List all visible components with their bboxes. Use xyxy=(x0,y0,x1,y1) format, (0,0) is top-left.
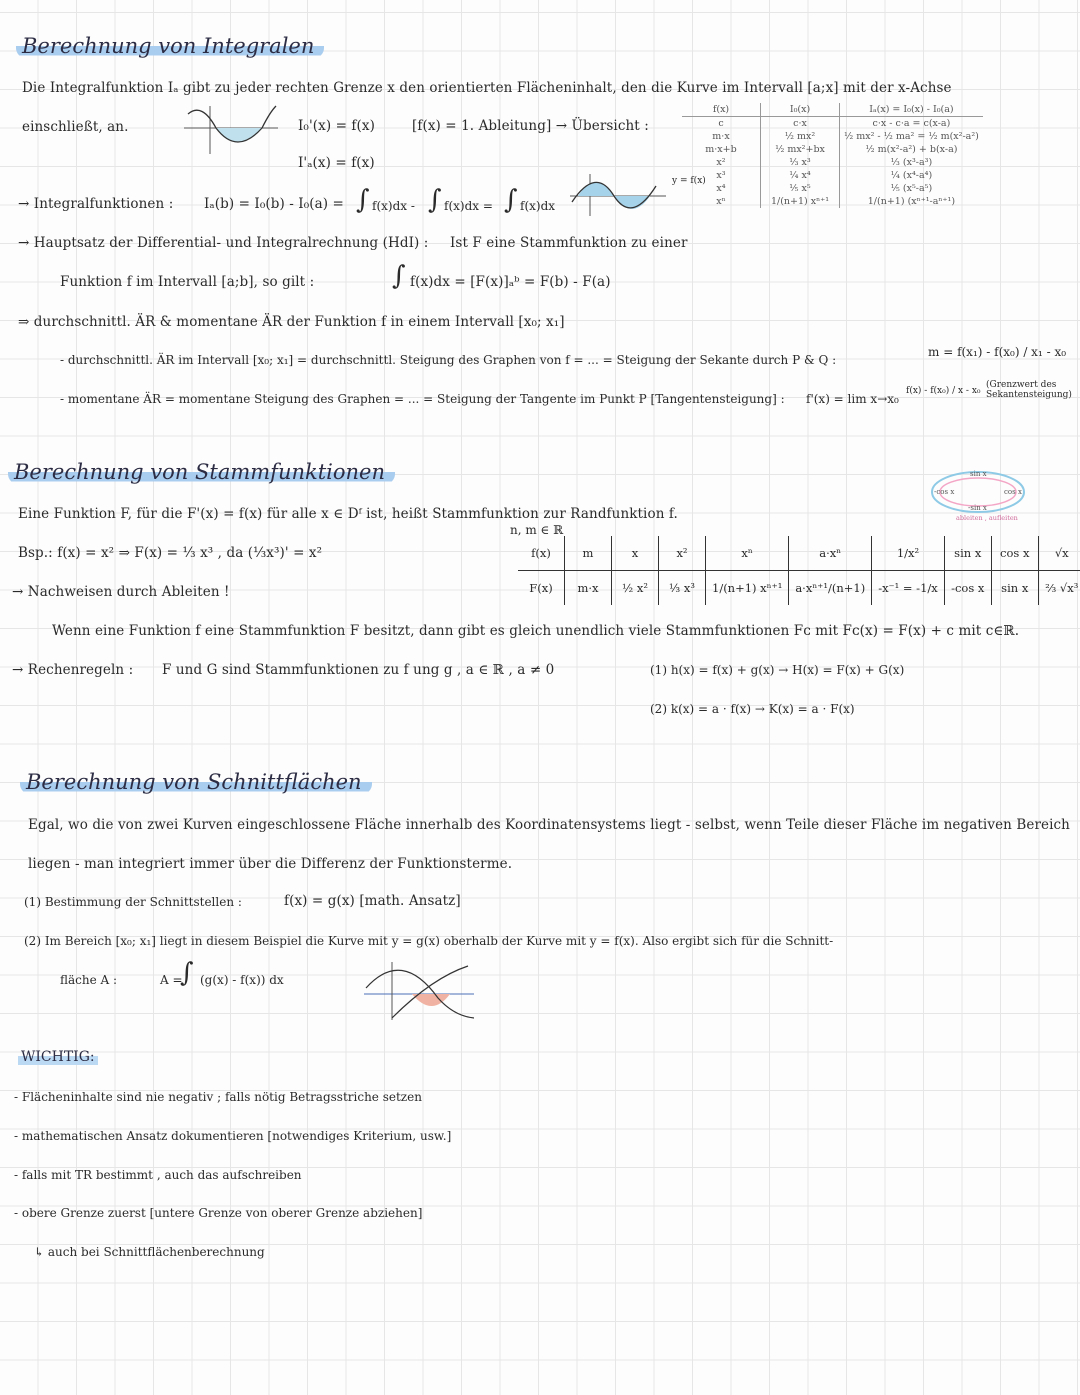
rules-label: → Rechenregeln : xyxy=(12,662,134,678)
step-1: (1) Bestimmung der Schnittstellen : xyxy=(24,895,242,909)
overview-head-ia: Iₐ(x) = I₀(x) - I₀(a) xyxy=(840,103,983,117)
overview-table xyxy=(682,103,983,208)
antiderivative-cell-f: xⁿ xyxy=(706,536,789,571)
antiderivative-cell-F: a·xⁿ⁺¹/(n+1) xyxy=(789,571,872,606)
overview-cell: ⅓ (x³-a³) xyxy=(890,157,933,168)
integral-sign: ∫ xyxy=(356,185,370,215)
integral-part-2: f(x)dx = xyxy=(444,199,493,213)
overview-cell: x⁴ xyxy=(682,182,761,195)
antiderivative-cell-f: cos x xyxy=(991,536,1038,571)
hdi-label: → Hauptsatz der Differential- und Integralrechnung (HdI) : xyxy=(18,235,429,251)
antiderivative-row-f xyxy=(518,536,1080,571)
intersection-area-graph xyxy=(362,958,478,1024)
antiderivative-cell-f: a·xⁿ xyxy=(789,536,872,571)
derivative-ia: I'ₐ(x) = f(x) xyxy=(298,155,375,171)
cycle-right: cos x xyxy=(1004,488,1022,496)
derivative-note: [f(x) = 1. Ableitung] → Übersicht : xyxy=(412,118,649,134)
cycle-bottom: -sin x xyxy=(968,504,987,512)
cycle-left: -cos x xyxy=(934,488,955,496)
important-label: WICHTIG: xyxy=(18,1049,98,1065)
step-1-formula: f(x) = g(x) [math. Ansatz] xyxy=(284,893,461,909)
derivative-cycle-diagram xyxy=(926,466,1032,522)
overview-cell: ½ m(x²-a²) + b(x-a) xyxy=(865,144,958,155)
integral-sketch-graph xyxy=(182,104,282,156)
overview-cell: x³ xyxy=(682,169,761,182)
overview-cell: xⁿ xyxy=(682,195,761,208)
heading-antiderivatives: Berechnung von Stammfunktionen xyxy=(8,460,395,484)
antiderivative-cell-f: x xyxy=(612,536,659,571)
ar-momentary: - momentane ÄR = momentane Steigung des Graphen = ... = Steigung der Tangente im Punkt P [Tangentensteigung] : xyxy=(60,392,785,406)
antiderivative-cell-F: m·x xyxy=(565,571,612,606)
overview-row xyxy=(682,117,983,131)
ar-average-formula: m = f(x₁) - f(x₀) / x₁ - x₀ xyxy=(928,345,1067,359)
overview-cell: c·x - c·a = c(x-a) xyxy=(872,118,951,129)
intersection-paragraph-1: Egal, wo die von zwei Kurven eingeschlossene Fläche innerhalb des Koordinatensystems liegt - selbst, wenn Teile dieser Fläche im negativen Bereich xyxy=(28,817,1070,833)
rule-factor: (2) k(x) = a · f(x) → K(x) = a · F(x) xyxy=(650,702,855,716)
hdi-formula: f(x)dx = [F(x)]ₐᵇ = F(b) - F(a) xyxy=(410,274,611,290)
overview-row xyxy=(682,143,983,156)
important-item: - Flächeninhalte sind nie negativ ; falls nötig Betragsstriche setzen xyxy=(14,1090,422,1104)
integral-sign: ∫ xyxy=(428,185,442,215)
important-item: - obere Grenze zuerst [untere Grenze von oberer Grenze abziehen] xyxy=(14,1206,423,1220)
overview-cell: m·x+b xyxy=(682,143,761,156)
ar-momentary-note: (Grenzwert des Sekantensteigung) xyxy=(986,380,1072,400)
antiderivative-cell-F: -cos x xyxy=(944,571,991,606)
overview-cell: c xyxy=(682,117,761,131)
intersection-paragraph-2: liegen - man integriert immer über die Differenz der Funktionsterme. xyxy=(28,856,513,872)
overview-row xyxy=(682,156,983,169)
overview-cell: c·x xyxy=(761,117,840,131)
hdi-line-2: Funktion f im Intervall [a;b], so gilt : xyxy=(60,274,315,290)
overview-cell: ½ mx² xyxy=(761,130,840,143)
integral-functions-label: → Integralfunktionen : xyxy=(18,196,174,212)
proof-note: → Nachweisen durch Ableiten ! xyxy=(12,584,230,600)
step-2-formula: A = xyxy=(160,973,183,987)
integral-sign: ∫ xyxy=(504,185,518,215)
overview-row xyxy=(682,195,983,208)
overview-head-f: f(x) xyxy=(682,103,761,117)
infinite-antiderivatives: Wenn eine Funktion f eine Stammfunktion F besitzt, dann gibt es gleich unendlich viele Stammfunktionen Fᴄ mit Fᴄ(x) = F(x) + c mit c∈ℝ. xyxy=(52,623,1020,639)
integral-part-1: f(x)dx - xyxy=(372,199,415,213)
derivative-i0: I₀'(x) = f(x) xyxy=(298,118,375,134)
antiderivative-cell-F: 1/(n+1) xⁿ⁺¹ xyxy=(706,571,789,606)
antiderivative-cell-f: x² xyxy=(659,536,706,571)
overview-cell: x² xyxy=(682,156,761,169)
overview-row xyxy=(682,169,983,182)
intro-line-1: Die Integralfunktion Iₐ gibt zu jeder rechten Grenze x den orientierten Flächeninhalt, den die Kurve im Intervall [a;x] mit der x-Achse xyxy=(22,80,952,96)
overview-cell: ¼ (x⁴-a⁴) xyxy=(890,170,933,181)
heading-intersection-areas: Berechnung von Schnittflächen xyxy=(20,770,372,794)
overview-cell: ⅓ x³ xyxy=(761,156,840,169)
overview-cell: m·x xyxy=(682,130,761,143)
antiderivative-cell-F: -x⁻¹ = -1/x xyxy=(872,571,945,606)
step-2: (2) Im Bereich [x₀; x₁] liegt in diesem Beispiel die Kurve mit y = g(x) oberhalb der Kurve mit y = f(x). Also ergibt sich für die Schnitt- xyxy=(24,934,834,948)
antiderivative-cell-F: sin x xyxy=(991,571,1038,606)
integral-sign: ∫ xyxy=(392,261,406,291)
overview-cell: ½ mx² - ½ ma² = ½ m(x²-a²) xyxy=(844,131,979,142)
overview-cell: ½ mx²+bx xyxy=(761,143,840,156)
ar-average: - durchschnittl. ÄR im Intervall [x₀; x₁] = durchschnittl. Steigung des Graphen von f = ... = Steigung der Sekante durch P & Q : xyxy=(60,353,837,367)
integral-sign: ∫ xyxy=(180,958,194,988)
integral-part-3: f(x)dx xyxy=(520,199,556,213)
overview-cell: ⅕ x⁵ xyxy=(761,182,840,195)
antiderivative-cell-F: ⅔ √x³ xyxy=(1038,571,1080,606)
antiderivative-cell-F: F(x) xyxy=(529,581,553,595)
hdi-text: Ist F eine Stammfunktion zu einer xyxy=(450,235,688,251)
intro-line-2: einschließt, an. xyxy=(22,119,129,135)
overview-row xyxy=(682,182,983,195)
ar-momentary-formula: f'(x) = lim x→x₀ xyxy=(806,392,899,406)
heading-integrals: Berechnung von Integralen xyxy=(16,34,324,58)
important-item: - mathematischen Ansatz dokumentieren [notwendiges Kriterium, usw.] xyxy=(14,1129,452,1143)
antiderivative-cell-f: 1/x² xyxy=(872,536,945,571)
cycle-note: ableiten , aufleiten xyxy=(956,514,1018,522)
overview-cell: ¼ x⁴ xyxy=(761,169,840,182)
step-2-integrand: (g(x) - f(x)) dx xyxy=(200,973,284,987)
antiderivative-cell-F: ⅓ x³ xyxy=(659,571,706,606)
antiderivative-cell-f: m xyxy=(565,536,612,571)
antiderivative-cell-f: f(x) xyxy=(518,536,565,571)
important-item: - falls mit TR bestimmt , auch das aufschreiben xyxy=(14,1168,302,1182)
antiderivative-definition: Eine Funktion F, für die F'(x) = f(x) für alle x ∈ Dᶠ ist, heißt Stammfunktion zur Randfunktion f. xyxy=(18,506,678,522)
integral-functions-formula: Iₐ(b) = I₀(b) - I₀(a) = xyxy=(204,196,344,212)
overview-row xyxy=(682,130,983,143)
cycle-top: sin x xyxy=(970,470,987,478)
overview-cell: 1/(n+1) xⁿ⁺¹ xyxy=(761,195,840,208)
example: Bsp.: f(x) = x² ⇒ F(x) = ⅓ x³ , da (⅓x³)' = x² xyxy=(18,545,323,561)
antiderivative-cell-f: √x xyxy=(1038,536,1080,571)
overview-cell: 1/(n+1) (xⁿ⁺¹-aⁿ⁺¹) xyxy=(867,196,956,207)
overview-head-i0: I₀(x) xyxy=(761,103,840,117)
antiderivative-table xyxy=(518,536,1080,605)
ar-momentary-fraction: f(x) - f(x₀) / x - x₀ xyxy=(906,386,981,396)
overview-cell: ⅕ (x⁵-a⁵) xyxy=(890,183,933,194)
rules-text: F und G sind Stammfunktionen zu f ung g , a ∈ ℝ , a ≠ 0 xyxy=(162,662,555,678)
nm-real: n, m ∈ ℝ xyxy=(510,523,564,537)
rule-sum: (1) h(x) = f(x) + g(x) → H(x) = F(x) + G(x) xyxy=(650,663,905,677)
sine-area-graph xyxy=(568,172,668,218)
step-2-area-label: fläche A : xyxy=(60,973,118,987)
graph-label: y = f(x) xyxy=(672,176,706,186)
antiderivative-row-F xyxy=(518,571,1080,606)
antiderivative-cell-f: sin x xyxy=(944,536,991,571)
important-subitem: ↳ auch bei Schnittflächenberechnung xyxy=(34,1245,265,1259)
antiderivative-cell-F: ½ x² xyxy=(612,571,659,606)
ar-line: ⇒ durchschnittl. ÄR & momentane ÄR der Funktion f in einem Intervall [x₀; x₁] xyxy=(18,314,565,330)
